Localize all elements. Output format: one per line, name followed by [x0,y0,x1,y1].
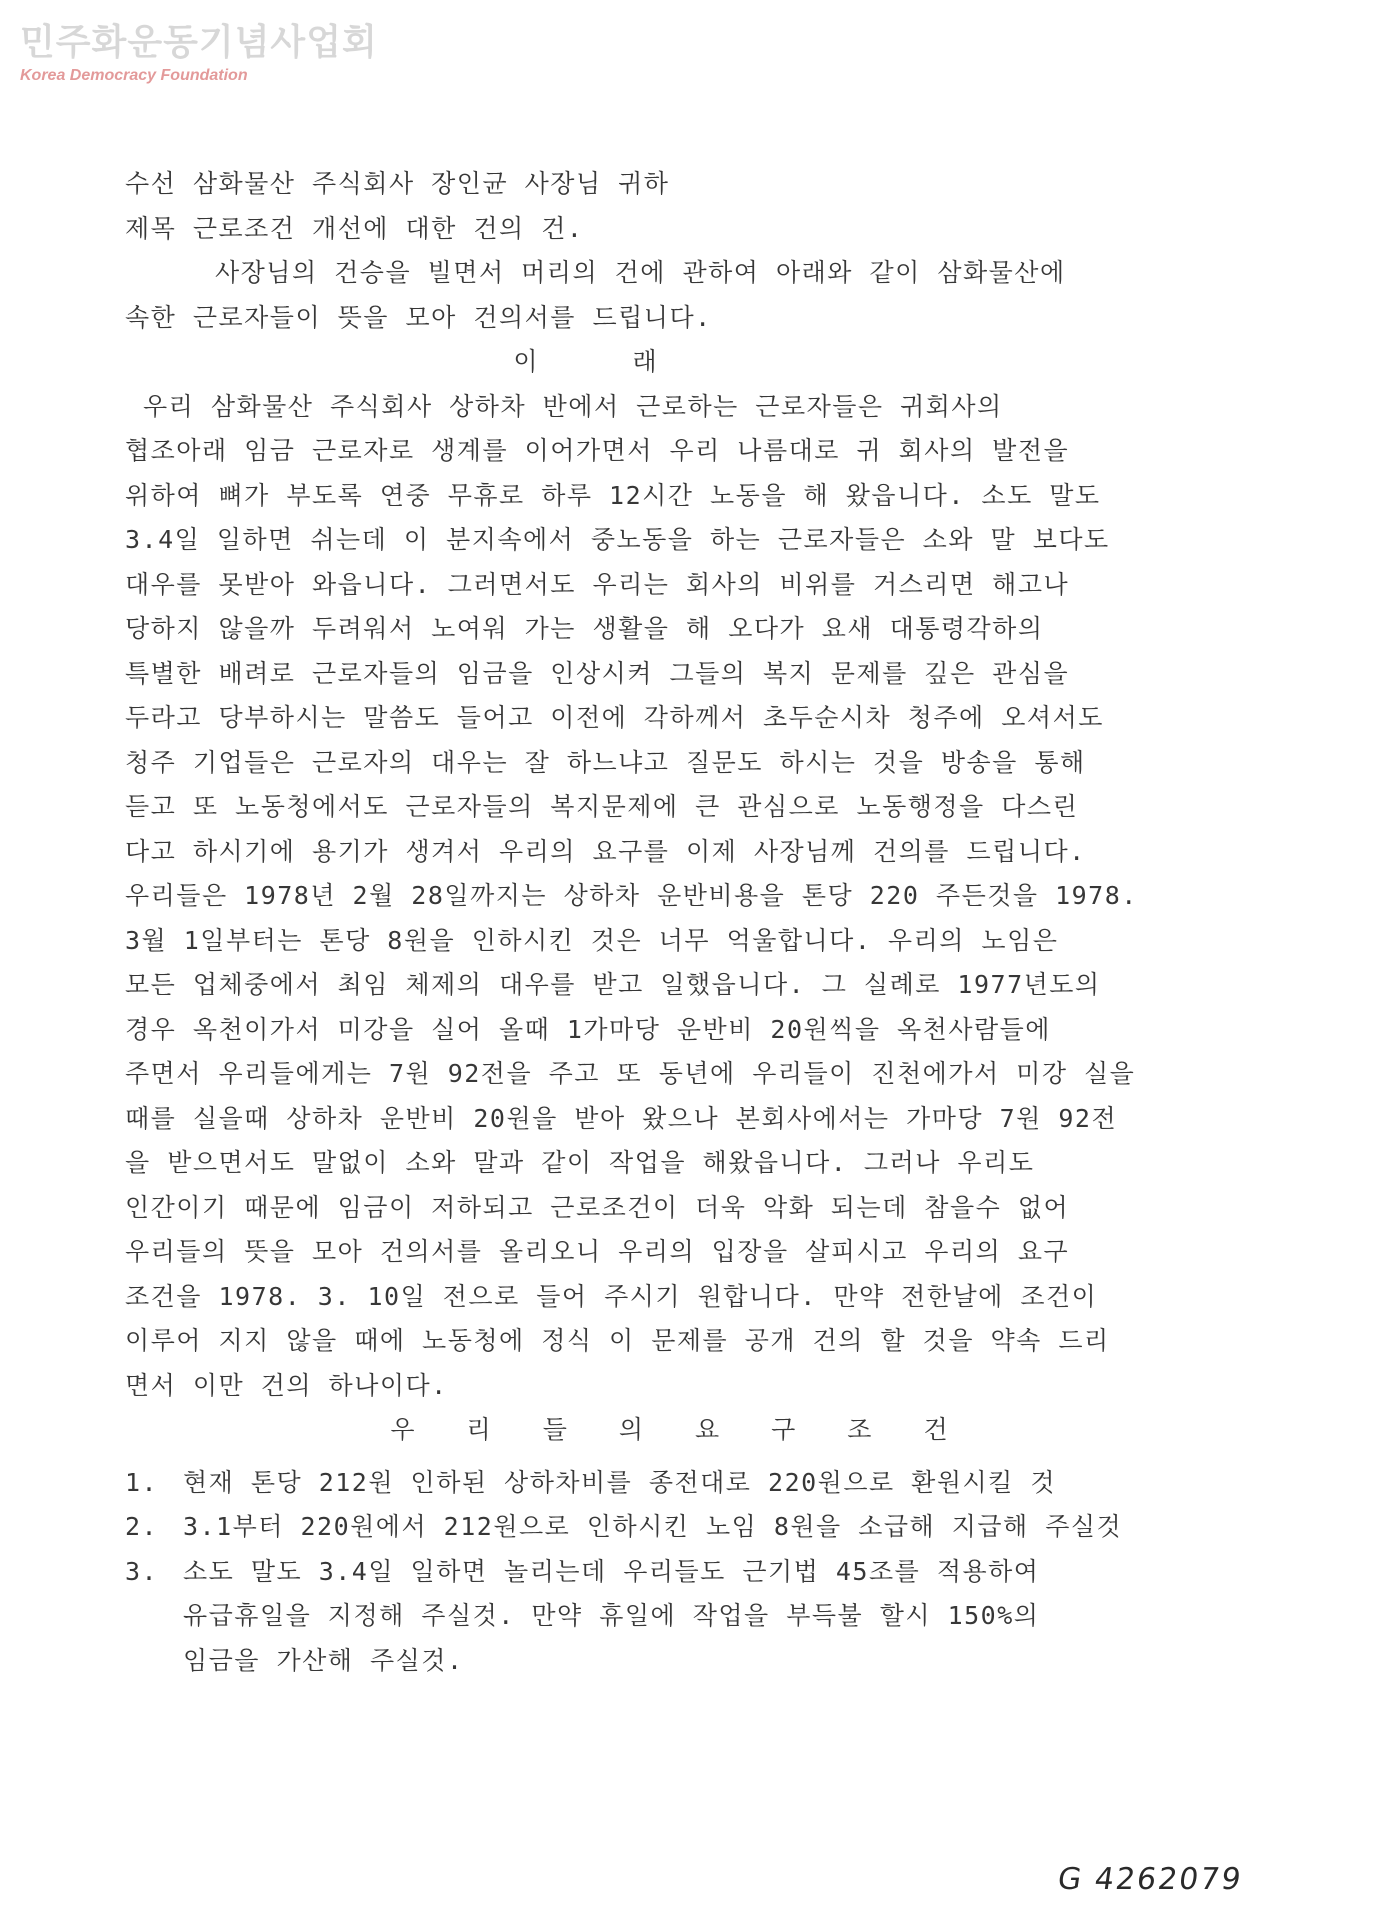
body-line: 때를 실을때 상하차 운반비 20원을 받아 왔으나 본회사에서는 가마당 7원 92전 [125,1103,1118,1133]
intro-line: 속한 근로자들이 뜻을 모아 건의서를 드립니다. [125,302,712,332]
petition-document [125,162,1245,1683]
requirement-number: 3. [125,1556,159,1586]
body-line: 협조아래 임금 근로자로 생계를 이어가면서 우리 나름대로 귀 회사의 발전을 [125,436,1070,465]
requirement-item [125,1461,1245,1506]
body-line: 을 받으면서도 말없이 소와 말과 같이 작업을 해왔읍니다. 그러나 우리도 [125,1148,1035,1177]
body-line: 3.4일 일하면 쉬는데 이 분지속에서 중노동을 하는 근로자들은 소와 말 보다도 [125,525,1110,554]
watermark-english: Korea Democracy Foundation [20,67,248,84]
requirement-item [125,1505,1245,1550]
body-line: 인간이기 때문에 임금이 저하되고 근로조건이 더욱 악화 되는데 참을수 없어 [125,1192,1070,1222]
body-line: 면서 이만 건의 하나이다. [125,1370,448,1400]
body-line: 다고 하시기에 용기가 생겨서 우리의 요구를 이제 사장님께 건의를 드립니다. [125,836,1086,866]
requirement-continuation: 유급휴일을 지정해 주실것. 만약 휴일에 작업을 부득불 할시 150%의 [183,1601,1040,1630]
body-line: 두라고 당부하시는 말씀도 들어고 이전에 각하께서 초두순시차 청주에 오셔서도 [125,703,1104,732]
body-line: 주면서 우리들에게는 7원 92전을 주고 또 동년에 우리들이 진천에가서 미강 실을 [125,1059,1136,1088]
archive-stamp: G 4262079 [1055,1862,1245,1897]
body-line: 경우 옥천이가서 미강을 실어 올때 1가마당 운반비 20원씩을 옥천사람들에 [125,1014,1051,1044]
requirements-heading: 우리들의요구조건 [390,1415,1000,1444]
body-line: 조건을 1978. 3. 10일 전으로 들어 주시기 원합니다. 만약 전한날에 조건이 [125,1281,1098,1311]
body-line: 위하여 뼈가 부도록 연중 무휴로 하루 12시간 노동을 해 왔읍니다. 소도 말도 [125,480,1101,510]
body-line: 3월 1일부터는 톤당 8원을 인하시킨 것은 너무 억울합니다. 우리의 노임은 [125,925,1059,955]
body-line: 모든 업체중에서 최임 체제의 대우를 받고 일했읍니다. 그 실례로 1977년도의 [125,970,1101,999]
watermark-korean: 민주화운동기념사업회 [20,22,378,63]
requirement-continuation: 임금을 가산해 주실것. [183,1645,464,1675]
requirement-text: 3.1부터 220원에서 212원으로 인하시킨 노임 8원을 소급해 지급해 주실것 [183,1512,1123,1541]
intro-line: 사장님의 건승을 빌면서 머리의 건에 관하여 아래와 같이 삼화물산에 [215,258,1066,287]
requirement-text: 소도 말도 3.4일 일하면 놀리는데 우리들도 근기법 45조를 적용하여 [183,1556,1040,1586]
requirement-number: 2. [125,1512,159,1541]
requirement-text: 현재 톤당 212원 인하된 상하차비를 종전대로 220원으로 환원시킬 것 [183,1467,1056,1497]
recipient-line: 수선 삼화물산 주식회사 장인균 사장님 귀하 [125,169,670,198]
requirement-item [125,1550,1245,1595]
requirement-number: 1. [125,1467,159,1497]
body-line: 우리들의 뜻을 모아 건의서를 올리오니 우리의 입장을 살피시고 우리의 요구 [125,1237,1070,1266]
section-heading: 이 래 [513,347,697,376]
body-line: 당하지 않을까 두려워서 노여워 가는 생활을 해 오다가 요새 대통령각하의 [125,614,1044,643]
body-line: 청주 기업들은 근로자의 대우는 잘 하느냐고 질문도 하시는 것을 방송을 통해 [125,747,1086,777]
body-line: 우리 삼화물산 주식회사 상하차 반에서 근로하는 근로자들은 귀회사의 [143,391,1003,421]
body-line: 이루어 지지 않을 때에 노동청에 정식 이 문제를 공개 건의 할 것을 약속 드리 [125,1326,1110,1355]
subject-line: 제목 근로조건 개선에 대한 건의 건. [125,213,584,243]
body-line: 대우를 못받아 와읍니다. 그러면서도 우리는 회사의 비위를 거스리면 해고나 [125,569,1070,599]
body-line: 우리들은 1978년 2월 28일까지는 상하차 운반비용을 톤당 220 주든것을 1978. [125,881,1138,910]
body-line: 특별한 배려로 근로자들의 임금을 인상시켜 그들의 복지 문제를 깊은 관심을 [125,658,1070,688]
body-line: 듣고 또 노동청에서도 근로자들의 복지문제에 큰 관심으로 노동행정을 다스린 [125,792,1079,821]
foundation-watermark [20,22,378,86]
